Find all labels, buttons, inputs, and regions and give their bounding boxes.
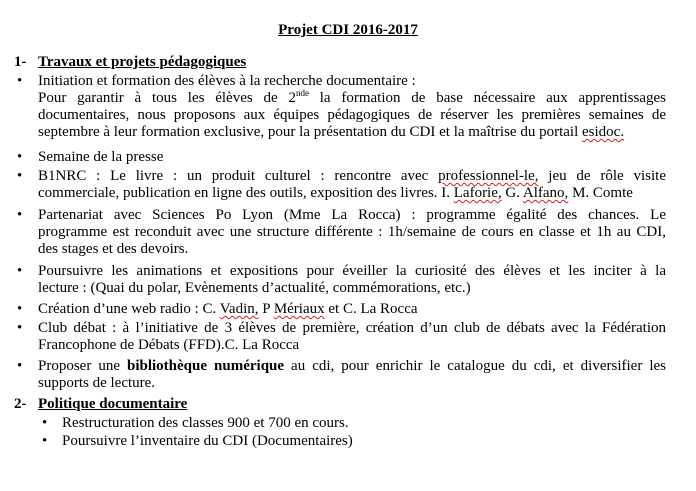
bullet-icon: •: [17, 301, 23, 317]
bullet-icon: •: [17, 358, 23, 374]
list-item-text: Poursuivre les animations et expositions pour éveiller la curiosité des élèves et les inciter à la lecture : (Quai du polar, Evènements d’actualité, commémorations, etc.): [38, 263, 666, 296]
bullet-icon: •: [17, 263, 23, 279]
list-item-text: Proposer une bibliothèque numérique au cdi, pour enrichir le catalogue du cdi, et diversifier les supports de lecture.: [38, 358, 666, 391]
list-item-text: Création d’une web radio : C. Vadin, P Mériaux et C. La Rocca: [38, 301, 418, 317]
bullet-icon: •: [42, 415, 48, 431]
section-2-number: 2-: [14, 396, 27, 412]
bullet-icon: •: [17, 320, 23, 336]
bullet-icon: •: [17, 168, 23, 184]
section-2-title: Politique documentaire: [38, 396, 188, 412]
list-item-text: Initiation et formation des élèves à la recherche documentaire : Pour garantir à tous les élèves de 2nde la formation de base nécessaire aux apprentissages documentaires, nous proposons aux équipes pédagogiques de réserver les premières semaines de septembre à leur formation exclusive, pour la présentation du CDI et la maîtrise du portail esidoc.: [38, 73, 666, 140]
section-1-title: Travaux et projets pédagogiques: [38, 54, 247, 70]
list-item-text: B1NRC : Le livre : un produit culturel : rencontre avec professionnel-le, jeu de rôle visite commerciale, publication en ligne des outils, exposition des livres. I. Laforie, G. Alfano, M. Comte: [38, 168, 666, 201]
bullet-icon: •: [42, 433, 48, 449]
document-title: Projet CDI 2016-2017: [278, 22, 418, 38]
section-1-number: 1-: [14, 54, 27, 70]
list-item-text: Partenariat avec Sciences Po Lyon (Mme La Rocca) : programme égalité des chances. Le programme est reconduit avec une structure différente : 1h/semaine de cours en classe et 1h au CDI, des stages et des devoirs.: [38, 207, 666, 257]
list-item-text: Poursuivre l’inventaire du CDI (Documentaires): [62, 433, 353, 449]
list-item-text: Semaine de la presse: [38, 149, 164, 165]
bullet-icon: •: [17, 207, 23, 223]
bullet-icon: •: [17, 149, 23, 165]
emphasis-text: bibliothèque numérique: [127, 358, 285, 374]
bullet-icon: •: [17, 73, 23, 89]
list-item-text: Club débat : à l’initiative de 3 élèves de première, création d’un club de débats avec la Fédération Francophone de Débats (FFD).C. La Rocca: [38, 320, 666, 353]
list-item-text: Restructuration des classes 900 et 700 en cours.: [62, 415, 349, 431]
